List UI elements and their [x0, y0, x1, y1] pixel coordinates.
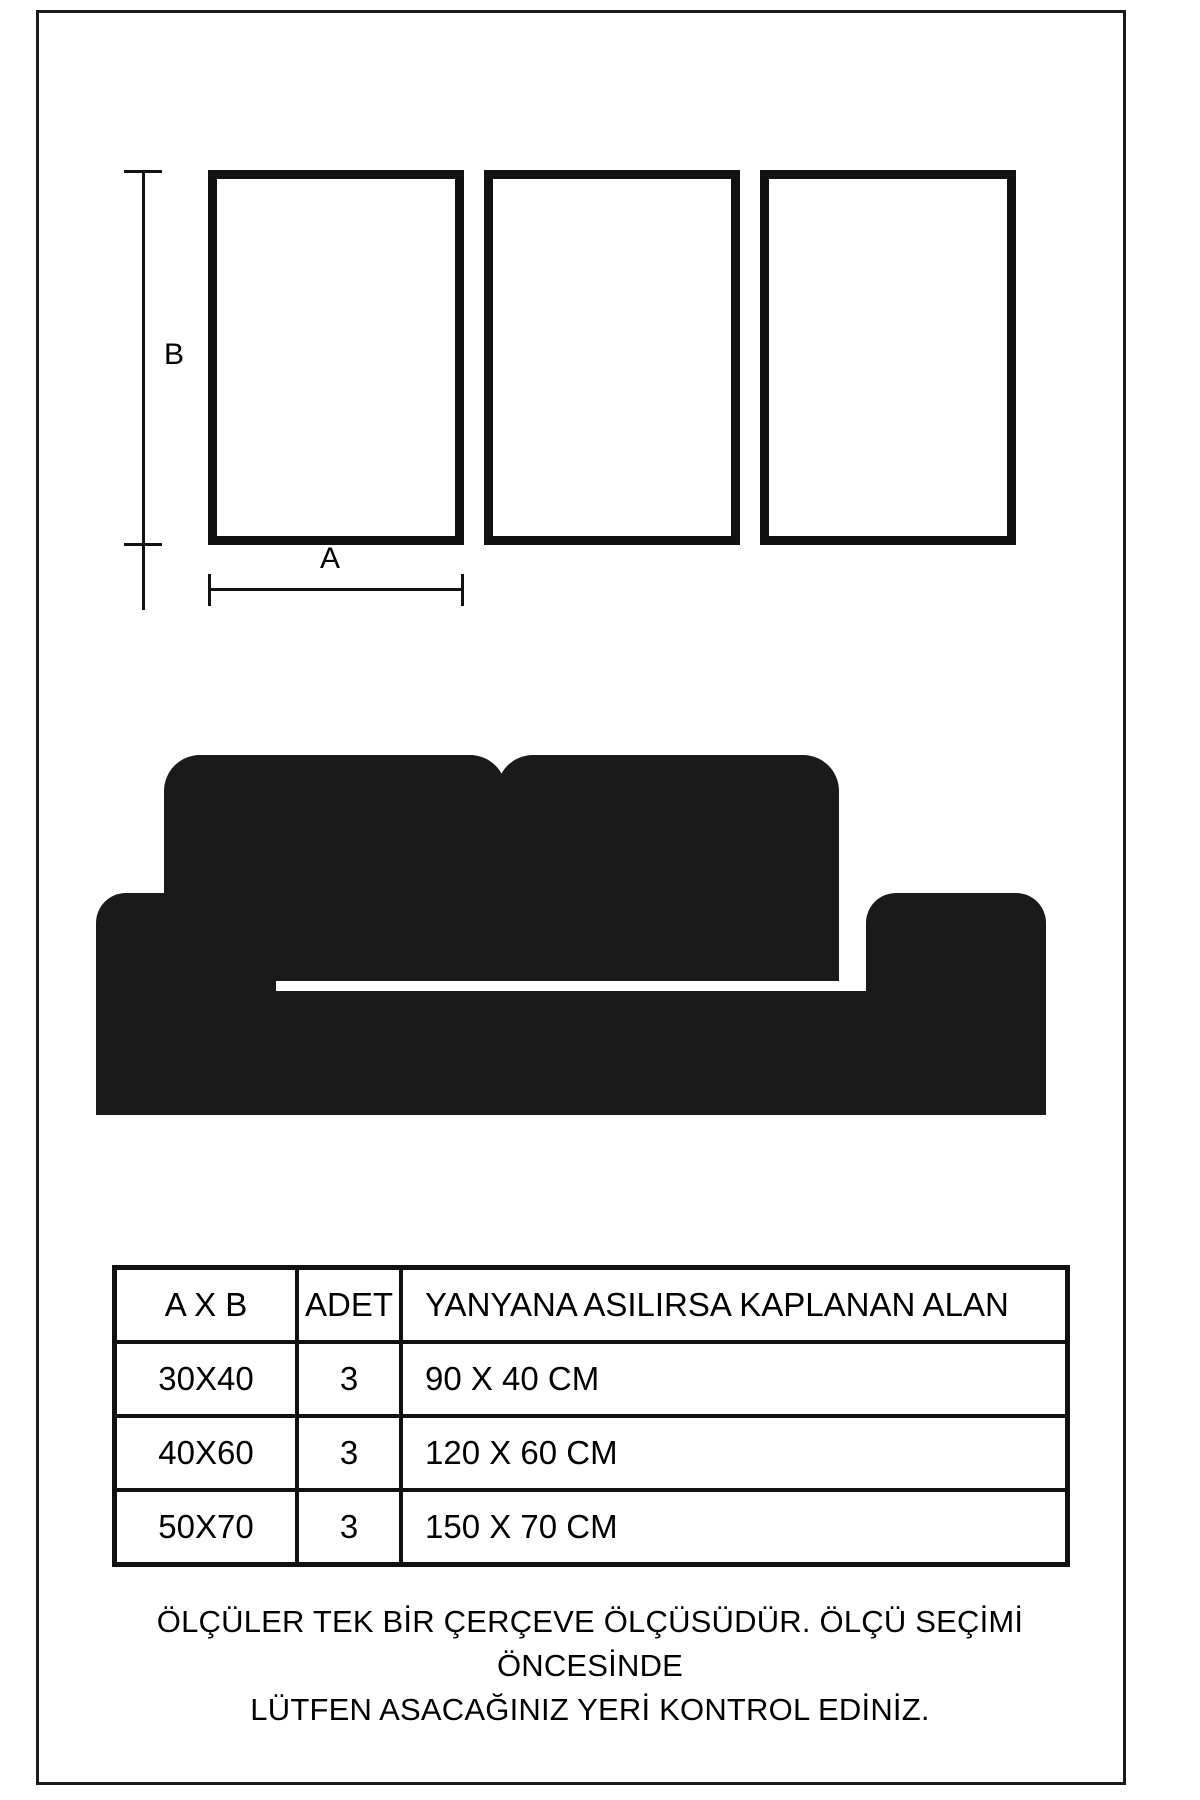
footer-note	[100, 1600, 1080, 1732]
picture-frame-3	[760, 170, 1016, 545]
cell-count: 3	[297, 1490, 401, 1562]
cell-area: 150 X 70 CM	[425, 1508, 618, 1545]
table-header-row	[117, 1270, 1065, 1342]
cell-size: 30X40	[117, 1342, 297, 1416]
cell-area: 120 X 60 CM	[401, 1416, 1065, 1490]
height-label: B	[164, 338, 185, 371]
footer-note-line-2: LÜTFEN ASACAĞINIZ YERİ KONTROL EDİNİZ.	[250, 1692, 930, 1727]
header-area: YANYANA ASILIRSA KAPLANAN ALAN	[401, 1270, 1065, 1342]
sizes-table	[112, 1265, 1070, 1567]
table-row	[117, 1416, 1065, 1490]
height-tick-bottom	[124, 543, 162, 546]
cell-area: 90 X 40 CM	[401, 1342, 1065, 1416]
sofa-icon	[90, 715, 1050, 1135]
table-row	[117, 1490, 1065, 1562]
frames-diagram	[120, 150, 1060, 575]
picture-frame-2	[484, 170, 740, 545]
width-tick-right	[461, 574, 464, 606]
sofa-illustration	[90, 715, 1050, 1135]
header-count: ADET	[297, 1270, 401, 1342]
cell-size: 50X70	[117, 1490, 297, 1562]
width-label: A	[320, 542, 341, 575]
height-tick-top	[124, 170, 162, 173]
width-dimension-line	[208, 588, 464, 591]
footer-note-line-1: ÖLÇÜLER TEK BİR ÇERÇEVE ÖLÇÜSÜDÜR. ÖLÇÜ SEÇİMİ ÖNCESİNDE	[156, 1604, 1024, 1683]
width-tick-left	[208, 574, 211, 606]
cell-count: 3	[297, 1342, 401, 1416]
cell-size: 40X60	[117, 1416, 297, 1490]
picture-frame-1	[208, 170, 464, 545]
cell-count: 3	[297, 1416, 401, 1490]
table-row	[117, 1342, 1065, 1416]
header-size: A X B	[117, 1270, 297, 1342]
